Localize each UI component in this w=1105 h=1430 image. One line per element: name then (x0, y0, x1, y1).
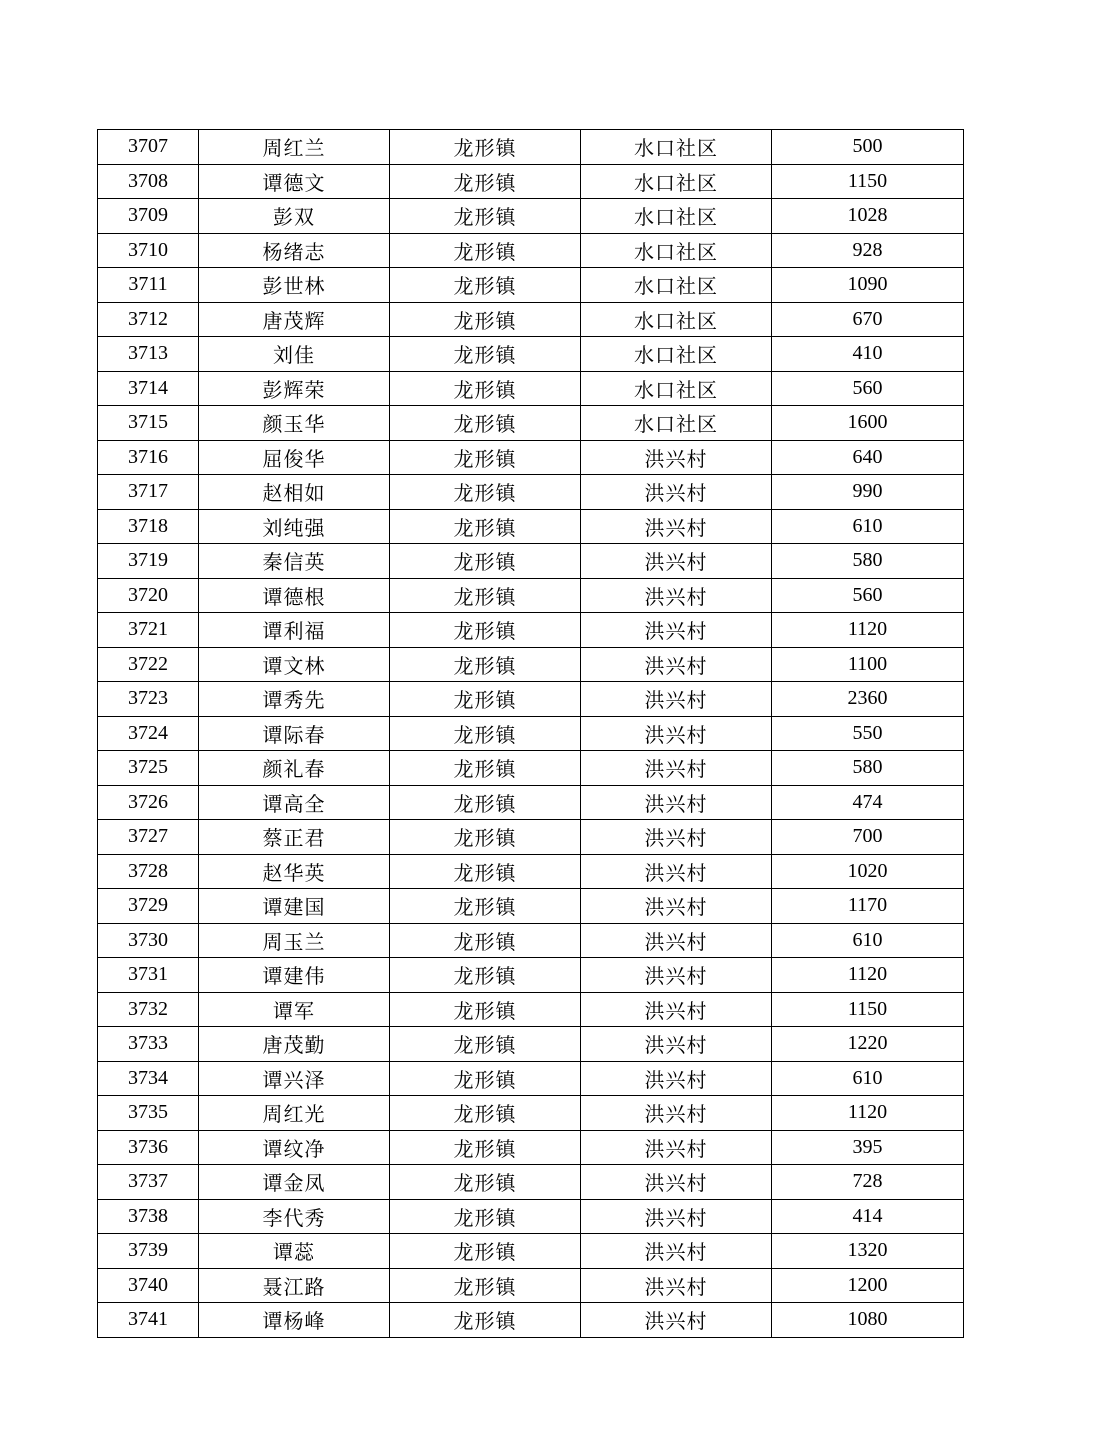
town-cell: 龙形镇 (390, 1165, 581, 1200)
village-cell: 洪兴村 (581, 854, 772, 889)
person-name-cell: 秦信英 (199, 544, 390, 579)
village-cell: 洪兴村 (581, 578, 772, 613)
table-row (98, 268, 964, 303)
row-number-cell: 3717 (98, 475, 199, 510)
person-name-cell: 刘佳 (199, 337, 390, 372)
town-cell: 龙形镇 (390, 233, 581, 268)
amount-cell: 1170 (772, 889, 964, 924)
village-cell: 洪兴村 (581, 716, 772, 751)
table-row (98, 1199, 964, 1234)
table-row (98, 475, 964, 510)
town-cell: 龙形镇 (390, 1199, 581, 1234)
table-row (98, 716, 964, 751)
row-number-cell: 3733 (98, 1027, 199, 1062)
table-row (98, 130, 964, 165)
row-number-cell: 3723 (98, 682, 199, 717)
village-cell: 洪兴村 (581, 751, 772, 786)
table-row (98, 164, 964, 199)
village-cell: 洪兴村 (581, 992, 772, 1027)
town-cell: 龙形镇 (390, 785, 581, 820)
amount-cell: 500 (772, 130, 964, 165)
village-cell: 洪兴村 (581, 440, 772, 475)
table-row (98, 233, 964, 268)
table-row (98, 613, 964, 648)
person-name-cell: 屈俊华 (199, 440, 390, 475)
amount-cell: 1600 (772, 406, 964, 441)
table-row (98, 682, 964, 717)
table-row (98, 406, 964, 441)
table-row (98, 578, 964, 613)
row-number-cell: 3711 (98, 268, 199, 303)
village-cell: 水口社区 (581, 371, 772, 406)
town-cell: 龙形镇 (390, 820, 581, 855)
amount-cell: 1120 (772, 613, 964, 648)
town-cell: 龙形镇 (390, 613, 581, 648)
village-cell: 洪兴村 (581, 682, 772, 717)
row-number-cell: 3736 (98, 1130, 199, 1165)
row-number-cell: 3721 (98, 613, 199, 648)
town-cell: 龙形镇 (390, 682, 581, 717)
village-cell: 洪兴村 (581, 475, 772, 510)
person-name-cell: 蔡正君 (199, 820, 390, 855)
town-cell: 龙形镇 (390, 958, 581, 993)
village-cell: 洪兴村 (581, 1303, 772, 1338)
town-cell: 龙形镇 (390, 164, 581, 199)
person-name-cell: 彭双 (199, 199, 390, 234)
table-row (98, 199, 964, 234)
town-cell: 龙形镇 (390, 751, 581, 786)
row-number-cell: 3730 (98, 923, 199, 958)
row-number-cell: 3737 (98, 1165, 199, 1200)
town-cell: 龙形镇 (390, 992, 581, 1027)
town-cell: 龙形镇 (390, 716, 581, 751)
amount-cell: 550 (772, 716, 964, 751)
person-name-cell: 谭高全 (199, 785, 390, 820)
village-cell: 洪兴村 (581, 889, 772, 924)
table-row (98, 923, 964, 958)
amount-cell: 1150 (772, 164, 964, 199)
person-name-cell: 谭秀先 (199, 682, 390, 717)
table-row (98, 1303, 964, 1338)
row-number-cell: 3741 (98, 1303, 199, 1338)
table-row (98, 440, 964, 475)
amount-cell: 1220 (772, 1027, 964, 1062)
table-row (98, 1268, 964, 1303)
village-cell: 水口社区 (581, 406, 772, 441)
village-cell: 水口社区 (581, 233, 772, 268)
person-name-cell: 颜礼春 (199, 751, 390, 786)
person-name-cell: 谭建国 (199, 889, 390, 924)
town-cell: 龙形镇 (390, 302, 581, 337)
amount-cell: 1150 (772, 992, 964, 1027)
row-number-cell: 3738 (98, 1199, 199, 1234)
table-row (98, 854, 964, 889)
person-name-cell: 唐茂勤 (199, 1027, 390, 1062)
village-cell: 洪兴村 (581, 1061, 772, 1096)
town-cell: 龙形镇 (390, 1234, 581, 1269)
person-name-cell: 李代秀 (199, 1199, 390, 1234)
table-row (98, 785, 964, 820)
town-cell: 龙形镇 (390, 406, 581, 441)
town-cell: 龙形镇 (390, 1268, 581, 1303)
town-cell: 龙形镇 (390, 440, 581, 475)
row-number-cell: 3713 (98, 337, 199, 372)
amount-cell: 1320 (772, 1234, 964, 1269)
amount-cell: 1120 (772, 958, 964, 993)
village-cell: 洪兴村 (581, 820, 772, 855)
person-name-cell: 谭兴泽 (199, 1061, 390, 1096)
row-number-cell: 3710 (98, 233, 199, 268)
village-cell: 洪兴村 (581, 1234, 772, 1269)
town-cell: 龙形镇 (390, 509, 581, 544)
town-cell: 龙形镇 (390, 130, 581, 165)
amount-cell: 728 (772, 1165, 964, 1200)
village-cell: 水口社区 (581, 268, 772, 303)
town-cell: 龙形镇 (390, 544, 581, 579)
row-number-cell: 3734 (98, 1061, 199, 1096)
village-cell: 水口社区 (581, 199, 772, 234)
table-row (98, 751, 964, 786)
amount-cell: 2360 (772, 682, 964, 717)
amount-cell: 1090 (772, 268, 964, 303)
row-number-cell: 3708 (98, 164, 199, 199)
town-cell: 龙形镇 (390, 578, 581, 613)
amount-cell: 610 (772, 923, 964, 958)
village-cell: 洪兴村 (581, 785, 772, 820)
table-row (98, 992, 964, 1027)
amount-cell: 990 (772, 475, 964, 510)
amount-cell: 560 (772, 371, 964, 406)
village-cell: 洪兴村 (581, 1199, 772, 1234)
amount-cell: 414 (772, 1199, 964, 1234)
person-name-cell: 彭世林 (199, 268, 390, 303)
row-number-cell: 3732 (98, 992, 199, 1027)
amount-cell: 474 (772, 785, 964, 820)
amount-cell: 700 (772, 820, 964, 855)
village-cell: 洪兴村 (581, 1130, 772, 1165)
amount-cell: 1100 (772, 647, 964, 682)
row-number-cell: 3731 (98, 958, 199, 993)
amount-cell: 1028 (772, 199, 964, 234)
amount-cell: 580 (772, 544, 964, 579)
village-cell: 洪兴村 (581, 509, 772, 544)
row-number-cell: 3712 (98, 302, 199, 337)
village-cell: 洪兴村 (581, 923, 772, 958)
person-name-cell: 谭德根 (199, 578, 390, 613)
person-name-cell: 刘纯强 (199, 509, 390, 544)
town-cell: 龙形镇 (390, 889, 581, 924)
town-cell: 龙形镇 (390, 268, 581, 303)
row-number-cell: 3716 (98, 440, 199, 475)
table-row (98, 1061, 964, 1096)
table-row (98, 889, 964, 924)
village-cell: 洪兴村 (581, 1027, 772, 1062)
person-name-cell: 周红兰 (199, 130, 390, 165)
person-name-cell: 谭建伟 (199, 958, 390, 993)
row-number-cell: 3722 (98, 647, 199, 682)
town-cell: 龙形镇 (390, 475, 581, 510)
row-number-cell: 3739 (98, 1234, 199, 1269)
town-cell: 龙形镇 (390, 647, 581, 682)
person-name-cell: 颜玉华 (199, 406, 390, 441)
row-number-cell: 3709 (98, 199, 199, 234)
row-number-cell: 3718 (98, 509, 199, 544)
village-cell: 洪兴村 (581, 613, 772, 648)
town-cell: 龙形镇 (390, 1130, 581, 1165)
village-cell: 洪兴村 (581, 544, 772, 579)
amount-cell: 410 (772, 337, 964, 372)
town-cell: 龙形镇 (390, 1061, 581, 1096)
person-name-cell: 周玉兰 (199, 923, 390, 958)
person-name-cell: 谭蕊 (199, 1234, 390, 1269)
row-number-cell: 3728 (98, 854, 199, 889)
row-number-cell: 3724 (98, 716, 199, 751)
amount-cell: 580 (772, 751, 964, 786)
table-row (98, 1165, 964, 1200)
row-number-cell: 3740 (98, 1268, 199, 1303)
amount-cell: 610 (772, 509, 964, 544)
village-cell: 洪兴村 (581, 1096, 772, 1131)
amount-cell: 670 (772, 302, 964, 337)
table-row (98, 1130, 964, 1165)
town-cell: 龙形镇 (390, 337, 581, 372)
town-cell: 龙形镇 (390, 371, 581, 406)
table-row (98, 1027, 964, 1062)
roster-table (97, 129, 964, 1338)
amount-cell: 1120 (772, 1096, 964, 1131)
person-name-cell: 唐茂辉 (199, 302, 390, 337)
person-name-cell: 谭文林 (199, 647, 390, 682)
row-number-cell: 3727 (98, 820, 199, 855)
village-cell: 水口社区 (581, 337, 772, 372)
amount-cell: 928 (772, 233, 964, 268)
person-name-cell: 谭金凤 (199, 1165, 390, 1200)
village-cell: 洪兴村 (581, 958, 772, 993)
person-name-cell: 谭利福 (199, 613, 390, 648)
amount-cell: 640 (772, 440, 964, 475)
person-name-cell: 杨绪志 (199, 233, 390, 268)
person-name-cell: 谭德文 (199, 164, 390, 199)
amount-cell: 1080 (772, 1303, 964, 1338)
town-cell: 龙形镇 (390, 923, 581, 958)
table-row (98, 509, 964, 544)
person-name-cell: 谭杨峰 (199, 1303, 390, 1338)
village-cell: 洪兴村 (581, 1165, 772, 1200)
person-name-cell: 聂江路 (199, 1268, 390, 1303)
town-cell: 龙形镇 (390, 1096, 581, 1131)
table-row (98, 337, 964, 372)
person-name-cell: 谭军 (199, 992, 390, 1027)
table-row (98, 647, 964, 682)
row-number-cell: 3729 (98, 889, 199, 924)
row-number-cell: 3726 (98, 785, 199, 820)
row-number-cell: 3714 (98, 371, 199, 406)
village-cell: 水口社区 (581, 164, 772, 199)
row-number-cell: 3725 (98, 751, 199, 786)
table-row (98, 544, 964, 579)
town-cell: 龙形镇 (390, 854, 581, 889)
village-cell: 水口社区 (581, 130, 772, 165)
amount-cell: 1020 (772, 854, 964, 889)
roster-table-body (98, 130, 964, 1338)
person-name-cell: 谭际春 (199, 716, 390, 751)
amount-cell: 560 (772, 578, 964, 613)
village-cell: 水口社区 (581, 302, 772, 337)
person-name-cell: 赵华英 (199, 854, 390, 889)
table-row (98, 820, 964, 855)
row-number-cell: 3707 (98, 130, 199, 165)
town-cell: 龙形镇 (390, 1027, 581, 1062)
amount-cell: 1200 (772, 1268, 964, 1303)
amount-cell: 610 (772, 1061, 964, 1096)
village-cell: 洪兴村 (581, 1268, 772, 1303)
person-name-cell: 周红光 (199, 1096, 390, 1131)
person-name-cell: 彭辉荣 (199, 371, 390, 406)
table-row (98, 302, 964, 337)
amount-cell: 395 (772, 1130, 964, 1165)
row-number-cell: 3735 (98, 1096, 199, 1131)
row-number-cell: 3719 (98, 544, 199, 579)
table-row (98, 958, 964, 993)
table-row (98, 1096, 964, 1131)
row-number-cell: 3720 (98, 578, 199, 613)
person-name-cell: 谭纹净 (199, 1130, 390, 1165)
town-cell: 龙形镇 (390, 199, 581, 234)
town-cell: 龙形镇 (390, 1303, 581, 1338)
village-cell: 洪兴村 (581, 647, 772, 682)
row-number-cell: 3715 (98, 406, 199, 441)
table-row (98, 371, 964, 406)
table-row (98, 1234, 964, 1269)
person-name-cell: 赵相如 (199, 475, 390, 510)
